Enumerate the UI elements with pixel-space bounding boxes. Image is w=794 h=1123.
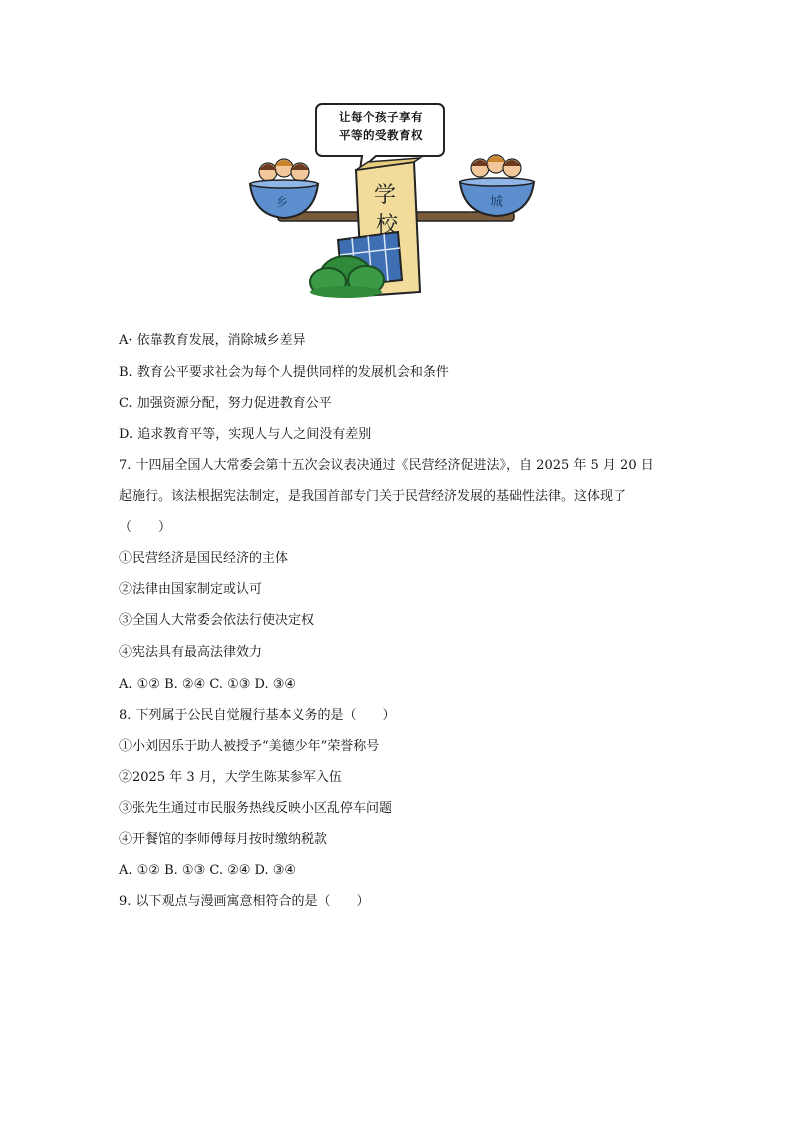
q7-item-1: ①民营经济是国民经济的主体 [119, 551, 289, 566]
q6-option-b: B. 教育公平要求社会为每个人提供同样的发展机会和条件 [119, 365, 449, 380]
speech-bubble-text [322, 108, 440, 144]
q7-item-3: ③全国人大常委会依法行使决定权 [119, 613, 315, 628]
right-pan-label: 城 [490, 195, 504, 210]
q8-item-3: ③张先生通过市民服务热线反映小区乱停车问题 [119, 801, 393, 816]
q7-item-4: ④宪法具有最高法律效力 [119, 645, 263, 660]
q6-option-c: C. 加强资源分配，努力促进教育公平 [119, 396, 332, 411]
q7-item-2: ②法律由国家制定或认可 [119, 582, 263, 597]
q6-option-a: A· 依靠教育发展，消除城乡差异 [119, 333, 306, 348]
q8-item-2: ②2025 年 3 月，大学生陈某参军入伍 [119, 770, 342, 785]
bubble-line-2: 平等的受教育权 [339, 128, 423, 142]
q7-answer-choices: A. ①② B. ②④ C. ①③ D. ③④ [119, 677, 297, 692]
q8-stem: 8. 下列属于公民自觉履行基本义务的是（ ） [119, 708, 396, 723]
left-pan-label: 乡 [276, 195, 289, 209]
q9-stem: 9. 以下观点与漫画寓意相符合的是（ ） [119, 894, 370, 909]
q7-stem-line-1: 7. 十四届全国人大常委会第十五次会议表决通过《民营经济促进法》，自 2025 年 5 月 20 日 [119, 458, 654, 473]
q6-option-d: D. 追求教育平等，实现人与人之间没有差别 [119, 427, 372, 442]
q7-stem-line-3: （ ） [119, 520, 172, 535]
school-sign-char-2: 校 [376, 213, 399, 238]
q8-item-1: ①小刘因乐于助人被授予“美德少年”荣誉称号 [119, 739, 380, 754]
q7-stem-line-2: 起施行。该法根据宪法制定，是我国首部专门关于民营经济发展的基础性法律。这体现了 [119, 489, 627, 504]
q8-answer-choices: A. ①② B. ①③ C. ②④ D. ③④ [119, 863, 297, 878]
bubble-line-1: 让每个孩子享有 [339, 110, 423, 124]
school-sign-char-1: 学 [374, 183, 397, 208]
left-pan-rural [250, 159, 318, 218]
q8-item-4: ④开餐馆的李师傅每月按时缴纳税款 [119, 832, 328, 847]
